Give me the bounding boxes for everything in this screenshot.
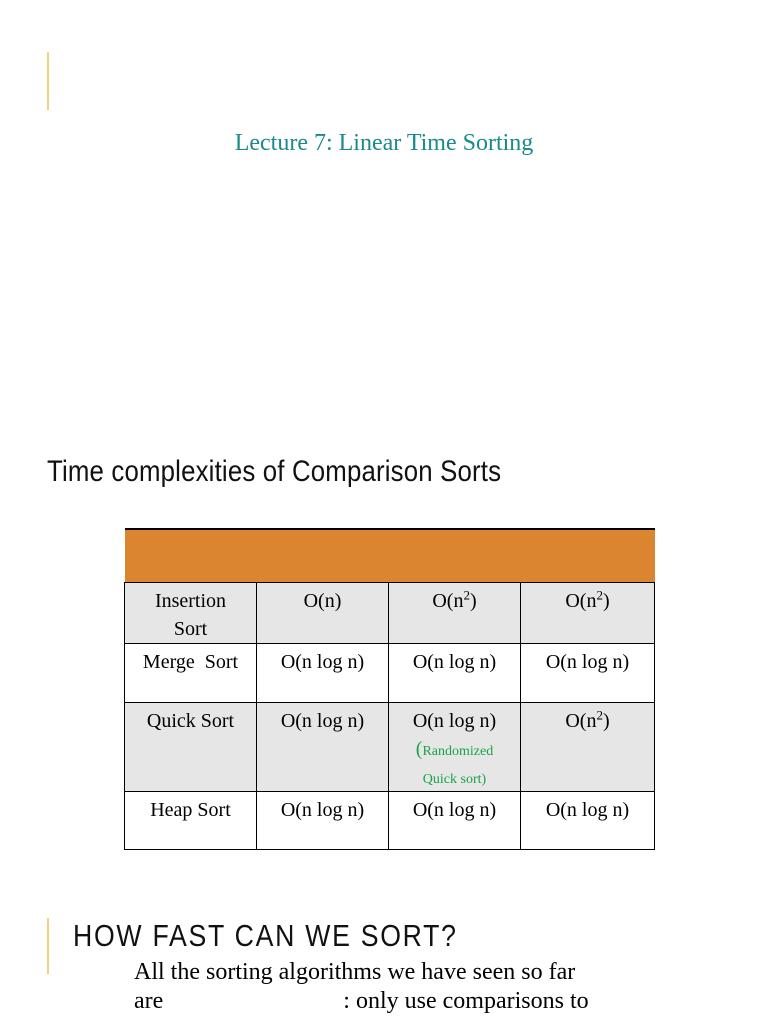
algo-heap-sort: Heap Sort (125, 792, 257, 850)
table-row (125, 703, 655, 792)
algo-quick-sort: Quick Sort (125, 703, 257, 792)
table-header-row (125, 529, 655, 583)
note-paren: ( (415, 738, 423, 760)
lecture-title: Lecture 7: Linear Time Sorting (234, 130, 534, 156)
avg-case-cell (389, 703, 521, 792)
header-cell (125, 529, 257, 583)
worst-case-cell: O(n log n) (521, 644, 655, 703)
header-cell (389, 529, 521, 583)
best-case-cell: O(n) (257, 583, 389, 644)
algo-merge-sort: Merge Sort (125, 644, 257, 703)
best-case-cell: O(n log n) (257, 644, 389, 703)
table-row (125, 792, 655, 850)
table-row (125, 583, 655, 644)
body-line: All the sorting algorithms we have seen so far (134, 959, 576, 985)
body-line: : only use comparisons to (343, 988, 589, 1014)
accent-bar-top (47, 52, 49, 110)
avg-value: O(n log n) (412, 710, 497, 732)
randomized-note: Randomized (422, 744, 494, 759)
algo-name-line: Insertion (154, 590, 227, 612)
worst-case-cell: $O(n^2)$ (521, 583, 655, 644)
worst-case-cell: $O(n^2)$ (521, 703, 655, 792)
algo-insertion-sort (125, 583, 257, 644)
slide3-body (134, 958, 694, 1016)
table-row (125, 644, 655, 703)
worst-case-cell: O(n log n) (521, 792, 655, 850)
section-title: Time complexities of Comparison Sorts (47, 455, 502, 488)
header-cell (257, 529, 389, 583)
accent-bar-bottom (47, 918, 49, 974)
complexity-table (124, 528, 655, 850)
avg-case-cell: O(n log n) (389, 644, 521, 703)
avg-case-cell: O(n log n) (389, 792, 521, 850)
header-cell (521, 529, 655, 583)
algo-name-line: Sort (173, 618, 208, 640)
body-line: are (134, 988, 164, 1014)
avg-case-cell: $O(n^2)$ (389, 583, 521, 644)
randomized-note-line2: Quick sort) (422, 772, 487, 787)
best-case-cell: O(n log n) (257, 703, 389, 792)
slide3-title: HOW FAST CAN WE SORT? (73, 918, 458, 953)
best-case-cell: O(n log n) (257, 792, 389, 850)
